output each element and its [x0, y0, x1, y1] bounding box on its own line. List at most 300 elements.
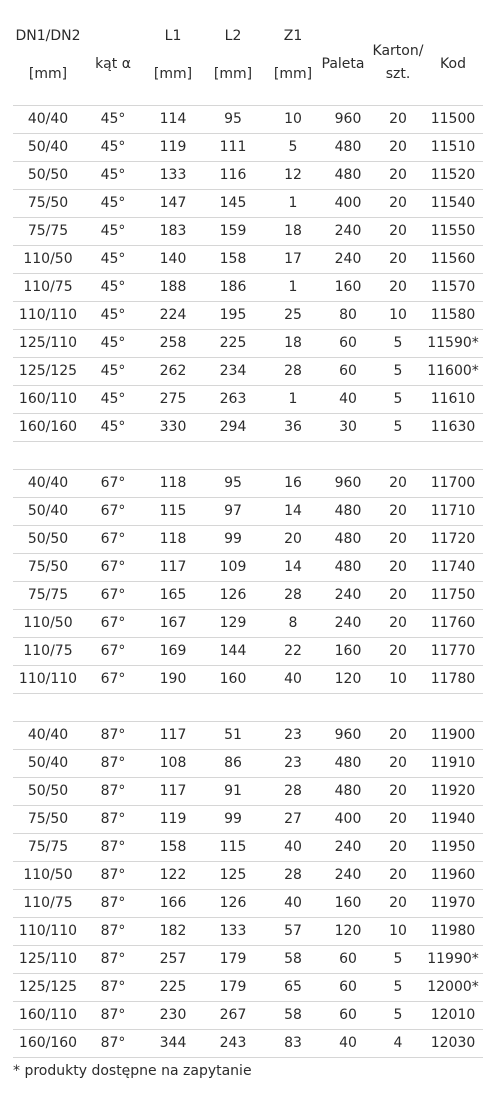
cell-l2: 109	[219, 559, 247, 575]
table-row	[13, 862, 483, 890]
cell-l1: 188	[159, 279, 187, 295]
cell-l1: 330	[159, 419, 187, 435]
cell-l2: 133	[219, 923, 247, 939]
cell-angle: 67°	[100, 503, 126, 519]
table-row	[13, 162, 483, 190]
cell-angle: 45°	[100, 391, 126, 407]
cell-dn: 125/125	[18, 363, 78, 379]
cell-angle: 67°	[100, 559, 126, 575]
cell-paleta: 480	[334, 755, 362, 771]
cell-l2: 97	[224, 503, 242, 519]
cell-paleta: 960	[334, 475, 362, 491]
cell-z1: 8	[288, 615, 298, 631]
cell-karton: 20	[389, 867, 407, 883]
cell-z1: 18	[284, 223, 302, 239]
table-row	[13, 666, 483, 694]
cell-l1: 275	[159, 391, 187, 407]
cell-kod: 11520	[430, 167, 476, 183]
cell-paleta: 400	[334, 195, 362, 211]
cell-karton: 20	[389, 531, 407, 547]
cell-angle: 45°	[100, 195, 126, 211]
cell-paleta: 160	[334, 279, 362, 295]
cell-karton: 20	[389, 727, 407, 743]
cell-dn: 110/110	[18, 671, 78, 687]
table-row	[13, 218, 483, 246]
table-row	[13, 470, 483, 498]
cell-kod: 11920	[430, 783, 476, 799]
cell-dn: 75/75	[27, 587, 69, 603]
table-row	[13, 414, 483, 442]
cell-z1: 40	[284, 895, 302, 911]
header-dn-unit: [mm]	[28, 66, 68, 82]
cell-dn: 75/75	[27, 223, 69, 239]
cell-l1: 133	[159, 167, 187, 183]
cell-paleta: 60	[339, 979, 357, 995]
cell-l2: 91	[224, 783, 242, 799]
cell-kod: 11510	[430, 139, 476, 155]
cell-l1: 344	[159, 1035, 187, 1051]
cell-kod: 11540	[430, 195, 476, 211]
cell-dn: 125/125	[18, 979, 78, 995]
table-row	[13, 582, 483, 610]
cell-dn: 40/40	[27, 111, 69, 127]
cell-karton: 10	[389, 307, 407, 323]
header-z1-unit: [mm]	[273, 66, 313, 82]
cell-angle: 45°	[100, 167, 126, 183]
header-l2-unit: [mm]	[213, 66, 253, 82]
cell-karton: 20	[389, 111, 407, 127]
footnote: * produkty dostępne na zapytanie	[13, 1063, 252, 1079]
cell-karton: 20	[389, 167, 407, 183]
cell-kod: 11700	[430, 475, 476, 491]
cell-l2: 125	[219, 867, 247, 883]
cell-karton: 20	[389, 279, 407, 295]
cell-karton: 4	[393, 1035, 403, 1051]
cell-l1: 117	[159, 727, 187, 743]
cell-karton: 20	[389, 559, 407, 575]
cell-paleta: 240	[334, 839, 362, 855]
table-row	[13, 918, 483, 946]
cell-paleta: 120	[334, 671, 362, 687]
cell-l1: 119	[159, 139, 187, 155]
cell-dn: 50/50	[27, 167, 69, 183]
cell-l2: 263	[219, 391, 247, 407]
cell-kod: 12010	[430, 1007, 476, 1023]
cell-l2: 99	[224, 811, 242, 827]
cell-dn: 75/50	[27, 811, 69, 827]
cell-l2: 225	[219, 335, 247, 351]
cell-z1: 5	[288, 139, 298, 155]
cell-dn: 160/160	[18, 1035, 78, 1051]
cell-l2: 86	[224, 755, 242, 771]
cell-l2: 234	[219, 363, 247, 379]
cell-z1: 12	[284, 167, 302, 183]
cell-dn: 75/50	[27, 559, 69, 575]
cell-dn: 125/110	[18, 951, 78, 967]
cell-dn: 110/75	[23, 279, 73, 295]
cell-paleta: 240	[334, 587, 362, 603]
table-row	[13, 386, 483, 414]
table-row	[13, 610, 483, 638]
cell-karton: 20	[389, 503, 407, 519]
header-l2: L2	[224, 28, 242, 44]
cell-paleta: 480	[334, 531, 362, 547]
cell-l1: 183	[159, 223, 187, 239]
cell-z1: 14	[284, 503, 302, 519]
cell-z1: 57	[284, 923, 302, 939]
header-z1: Z1	[283, 28, 303, 44]
cell-l2: 126	[219, 587, 247, 603]
cell-angle: 87°	[100, 951, 126, 967]
cell-paleta: 40	[339, 391, 357, 407]
cell-l1: 258	[159, 335, 187, 351]
cell-angle: 67°	[100, 531, 126, 547]
cell-dn: 50/50	[27, 783, 69, 799]
cell-paleta: 240	[334, 223, 362, 239]
cell-karton: 5	[393, 335, 403, 351]
cell-dn: 110/50	[23, 251, 73, 267]
cell-l2: 160	[219, 671, 247, 687]
header-karton: Karton/	[372, 43, 424, 59]
cell-l2: 294	[219, 419, 247, 435]
table-row	[13, 974, 483, 1002]
cell-paleta: 480	[334, 167, 362, 183]
cell-dn: 125/110	[18, 335, 78, 351]
cell-l2: 179	[219, 979, 247, 995]
cell-dn: 50/40	[27, 503, 69, 519]
cell-karton: 20	[389, 251, 407, 267]
cell-angle: 87°	[100, 923, 126, 939]
cell-angle: 87°	[100, 1035, 126, 1051]
cell-angle: 45°	[100, 307, 126, 323]
cell-l2: 186	[219, 279, 247, 295]
cell-paleta: 480	[334, 139, 362, 155]
cell-z1: 28	[284, 783, 302, 799]
cell-paleta: 30	[339, 419, 357, 435]
cell-l1: 118	[159, 531, 187, 547]
cell-paleta: 240	[334, 615, 362, 631]
table-row	[13, 750, 483, 778]
cell-l1: 117	[159, 783, 187, 799]
cell-karton: 20	[389, 195, 407, 211]
cell-kod: 11780	[430, 671, 476, 687]
cell-angle: 87°	[100, 811, 126, 827]
cell-dn: 110/110	[18, 923, 78, 939]
cell-l2: 116	[219, 167, 247, 183]
cell-angle: 87°	[100, 979, 126, 995]
cell-paleta: 60	[339, 951, 357, 967]
cell-kod: 11740	[430, 559, 476, 575]
cell-l1: 119	[159, 811, 187, 827]
cell-dn: 160/110	[18, 1007, 78, 1023]
cell-paleta: 240	[334, 867, 362, 883]
cell-karton: 5	[393, 979, 403, 995]
cell-paleta: 240	[334, 251, 362, 267]
table-row	[13, 1002, 483, 1030]
cell-angle: 87°	[100, 1007, 126, 1023]
cell-kod: 11580	[430, 307, 476, 323]
cell-karton: 20	[389, 587, 407, 603]
table-row	[13, 106, 483, 134]
cell-angle: 67°	[100, 643, 126, 659]
cell-dn: 110/50	[23, 867, 73, 883]
cell-karton: 5	[393, 951, 403, 967]
cell-angle: 87°	[100, 783, 126, 799]
cell-l2: 129	[219, 615, 247, 631]
table-row	[13, 302, 483, 330]
cell-paleta: 60	[339, 363, 357, 379]
cell-paleta: 40	[339, 1035, 357, 1051]
cell-paleta: 120	[334, 923, 362, 939]
cell-paleta: 480	[334, 559, 362, 575]
cell-z1: 36	[284, 419, 302, 435]
cell-z1: 1	[288, 391, 298, 407]
cell-kod: 11760	[430, 615, 476, 631]
cell-z1: 16	[284, 475, 302, 491]
cell-dn: 160/110	[18, 391, 78, 407]
cell-kod: 11610	[430, 391, 476, 407]
cell-l1: 147	[159, 195, 187, 211]
cell-l1: 182	[159, 923, 187, 939]
cell-z1: 58	[284, 951, 302, 967]
cell-dn: 110/50	[23, 615, 73, 631]
cell-kod: 11570	[430, 279, 476, 295]
cell-karton: 20	[389, 755, 407, 771]
cell-l2: 158	[219, 251, 247, 267]
cell-l1: 224	[159, 307, 187, 323]
table-row	[13, 722, 483, 750]
table-row	[13, 190, 483, 218]
cell-l1: 225	[159, 979, 187, 995]
cell-angle: 87°	[100, 839, 126, 855]
cell-z1: 40	[284, 671, 302, 687]
cell-l2: 95	[224, 475, 242, 491]
cell-angle: 87°	[100, 727, 126, 743]
cell-z1: 27	[284, 811, 302, 827]
cell-z1: 22	[284, 643, 302, 659]
header-dn: DN1/DN2	[15, 28, 81, 44]
cell-karton: 20	[389, 895, 407, 911]
table-row	[13, 806, 483, 834]
cell-angle: 45°	[100, 363, 126, 379]
cell-z1: 65	[284, 979, 302, 995]
cell-karton: 5	[393, 419, 403, 435]
cell-kod: 12030	[430, 1035, 476, 1051]
cell-paleta: 400	[334, 811, 362, 827]
cell-kod: 11990*	[427, 951, 479, 967]
cell-l1: 190	[159, 671, 187, 687]
cell-l1: 118	[159, 475, 187, 491]
table-row	[13, 246, 483, 274]
cell-angle: 45°	[100, 111, 126, 127]
header-l1-unit: [mm]	[153, 66, 193, 82]
cell-z1: 18	[284, 335, 302, 351]
cell-kod: 11630	[430, 419, 476, 435]
cell-kod: 11710	[430, 503, 476, 519]
cell-z1: 10	[284, 111, 302, 127]
cell-karton: 10	[389, 923, 407, 939]
cell-dn: 75/75	[27, 839, 69, 855]
cell-l1: 140	[159, 251, 187, 267]
cell-karton: 5	[393, 363, 403, 379]
cell-l2: 111	[219, 139, 247, 155]
cell-l1: 165	[159, 587, 187, 603]
cell-angle: 45°	[100, 419, 126, 435]
cell-paleta: 480	[334, 783, 362, 799]
cell-l1: 115	[159, 503, 187, 519]
cell-kod: 11970	[430, 895, 476, 911]
table-row	[13, 330, 483, 358]
table-row	[13, 554, 483, 582]
cell-paleta: 960	[334, 727, 362, 743]
cell-l1: 158	[159, 839, 187, 855]
cell-z1: 1	[288, 195, 298, 211]
cell-karton: 20	[389, 839, 407, 855]
cell-paleta: 60	[339, 335, 357, 351]
cell-dn: 50/40	[27, 755, 69, 771]
cell-l2: 145	[219, 195, 247, 211]
cell-l2: 159	[219, 223, 247, 239]
cell-l2: 243	[219, 1035, 247, 1051]
cell-angle: 67°	[100, 615, 126, 631]
cell-z1: 40	[284, 839, 302, 855]
cell-z1: 28	[284, 867, 302, 883]
cell-l2: 115	[219, 839, 247, 855]
header-paleta: Paleta	[321, 56, 365, 72]
cell-dn: 110/75	[23, 895, 73, 911]
cell-dn: 40/40	[27, 475, 69, 491]
cell-l1: 114	[159, 111, 187, 127]
header-kod: Kod	[440, 56, 466, 72]
cell-karton: 20	[389, 139, 407, 155]
cell-l2: 267	[219, 1007, 247, 1023]
cell-kod: 11940	[430, 811, 476, 827]
cell-l1: 122	[159, 867, 187, 883]
table-row	[13, 134, 483, 162]
table-row	[13, 274, 483, 302]
cell-angle: 87°	[100, 895, 126, 911]
cell-kod: 11980	[430, 923, 476, 939]
table-row	[13, 526, 483, 554]
cell-l1: 262	[159, 363, 187, 379]
cell-kod: 11590*	[427, 335, 479, 351]
cell-kod: 11950	[430, 839, 476, 855]
cell-karton: 20	[389, 223, 407, 239]
cell-z1: 28	[284, 587, 302, 603]
cell-karton: 20	[389, 615, 407, 631]
cell-dn: 110/75	[23, 643, 73, 659]
cell-karton: 20	[389, 475, 407, 491]
table-row	[13, 946, 483, 974]
table-row	[13, 498, 483, 526]
cell-l1: 230	[159, 1007, 187, 1023]
cell-kod: 12000*	[427, 979, 479, 995]
cell-l1: 166	[159, 895, 187, 911]
cell-l2: 126	[219, 895, 247, 911]
cell-dn: 40/40	[27, 727, 69, 743]
cell-karton: 5	[393, 1007, 403, 1023]
cell-angle: 67°	[100, 671, 126, 687]
cell-kod: 11770	[430, 643, 476, 659]
cell-paleta: 160	[334, 895, 362, 911]
cell-kod: 11910	[430, 755, 476, 771]
cell-l1: 167	[159, 615, 187, 631]
cell-angle: 45°	[100, 279, 126, 295]
table-row	[13, 890, 483, 918]
table-row	[13, 358, 483, 386]
cell-paleta: 960	[334, 111, 362, 127]
cell-dn: 50/40	[27, 139, 69, 155]
cell-z1: 25	[284, 307, 302, 323]
header-l1: L1	[164, 28, 182, 44]
cell-kod: 11600*	[427, 363, 479, 379]
cell-l2: 179	[219, 951, 247, 967]
cell-angle: 67°	[100, 587, 126, 603]
cell-z1: 17	[284, 251, 302, 267]
cell-l1: 108	[159, 755, 187, 771]
cell-l2: 195	[219, 307, 247, 323]
cell-karton: 20	[389, 643, 407, 659]
cell-z1: 20	[284, 531, 302, 547]
cell-dn: 50/50	[27, 531, 69, 547]
cell-angle: 45°	[100, 139, 126, 155]
cell-kod: 11750	[430, 587, 476, 603]
cell-paleta: 80	[339, 307, 357, 323]
cell-paleta: 160	[334, 643, 362, 659]
cell-l1: 169	[159, 643, 187, 659]
cell-angle: 45°	[100, 223, 126, 239]
cell-l2: 99	[224, 531, 242, 547]
cell-kod: 11720	[430, 531, 476, 547]
cell-paleta: 480	[334, 503, 362, 519]
cell-angle: 87°	[100, 755, 126, 771]
cell-z1: 58	[284, 1007, 302, 1023]
table-row	[13, 834, 483, 862]
cell-kod: 11900	[430, 727, 476, 743]
cell-angle: 67°	[100, 475, 126, 491]
cell-paleta: 60	[339, 1007, 357, 1023]
cell-dn: 75/50	[27, 195, 69, 211]
header-angle: kąt α	[95, 56, 131, 72]
cell-dn: 110/110	[18, 307, 78, 323]
table-row	[13, 1030, 483, 1058]
cell-karton: 20	[389, 783, 407, 799]
cell-karton: 5	[393, 391, 403, 407]
cell-z1: 1	[288, 279, 298, 295]
cell-kod: 11500	[430, 111, 476, 127]
cell-z1: 23	[284, 755, 302, 771]
cell-z1: 23	[284, 727, 302, 743]
cell-kod: 11960	[430, 867, 476, 883]
header-karton-unit: szt.	[385, 66, 411, 82]
cell-l2: 144	[219, 643, 247, 659]
cell-dn: 160/160	[18, 419, 78, 435]
cell-angle: 45°	[100, 251, 126, 267]
table-row	[13, 778, 483, 806]
cell-l1: 117	[159, 559, 187, 575]
cell-l2: 51	[224, 727, 242, 743]
cell-z1: 14	[284, 559, 302, 575]
cell-l2: 95	[224, 111, 242, 127]
cell-karton: 20	[389, 811, 407, 827]
cell-angle: 87°	[100, 867, 126, 883]
cell-kod: 11560	[430, 251, 476, 267]
cell-angle: 45°	[100, 335, 126, 351]
table-row	[13, 638, 483, 666]
cell-l1: 257	[159, 951, 187, 967]
cell-z1: 28	[284, 363, 302, 379]
cell-z1: 83	[284, 1035, 302, 1051]
